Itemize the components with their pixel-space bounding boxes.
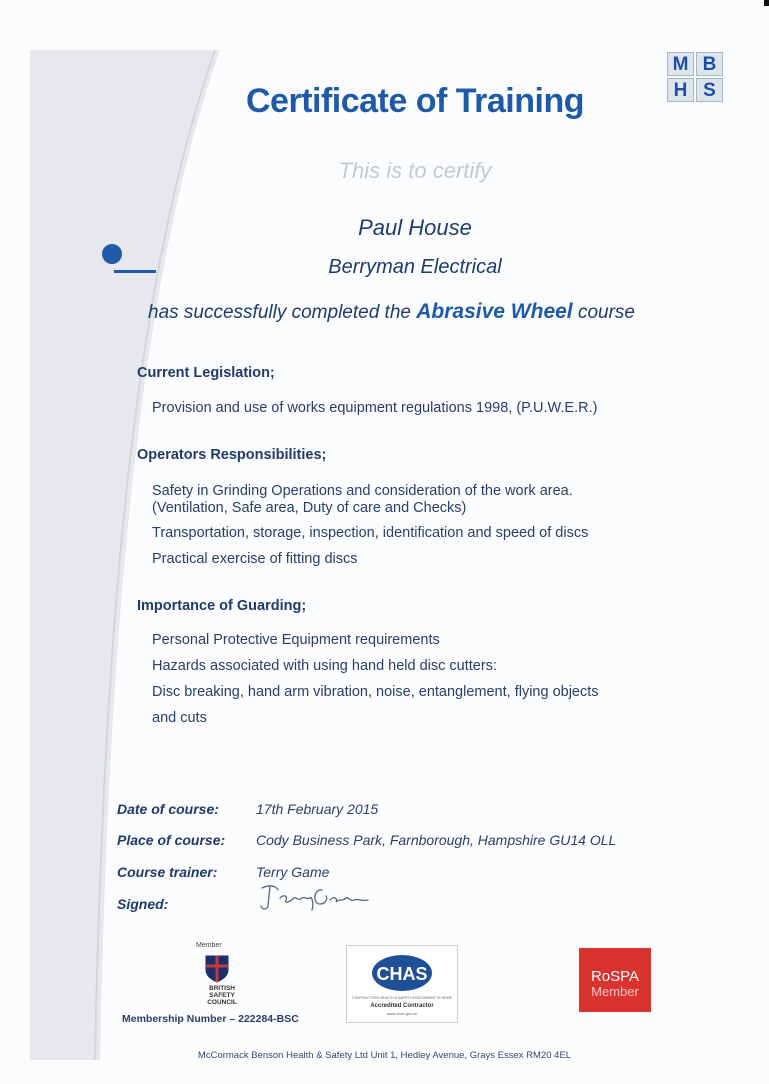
guarding-line: and cuts — [152, 710, 207, 726]
chas-accredited: Accredited Contractor — [370, 1003, 434, 1009]
course-name: Abrasive Wheel — [416, 300, 573, 323]
completion-statement — [148, 300, 635, 324]
logo-letter-b: B — [696, 52, 723, 76]
place-label: Place of course: — [117, 832, 226, 848]
chas-logo-icon — [367, 952, 437, 994]
legislation-line: Provision and use of works equipment regulations 1998, (P.U.W.E.R.) — [152, 400, 598, 416]
completion-suffix: course — [577, 302, 635, 323]
chas-badge — [346, 945, 458, 1023]
trainer-value: Terry Game — [256, 864, 330, 880]
footer-address: McCormack Benson Health & Safety Ltd Unit 1, Hedley Avenue, Grays Essex RM20 4EL — [197, 1050, 572, 1061]
rospa-member-text: Member — [591, 984, 639, 999]
membership-number: Membership Number – 222284-BSC — [122, 1013, 299, 1025]
signed-label: Signed: — [117, 896, 169, 912]
chas-logo-text: CHAS — [376, 964, 428, 984]
responsibility-line: Safety in Grinding Operations and consideration of the work area. — [152, 483, 573, 499]
date-label: Date of course: — [117, 801, 219, 817]
guarding-line: Disc breaking, hand arm vibration, noise, entanglement, flying objects — [152, 684, 599, 700]
logo-letter-s: S — [696, 78, 723, 102]
date-value: 17th February 2015 — [256, 801, 379, 817]
logo-letter-h: H — [667, 78, 694, 102]
recipient-name: Paul House — [358, 215, 472, 240]
place-value: Cody Business Park, Farnborough, Hampshire GU14 OLL — [256, 832, 617, 848]
responsibility-line: (Ventilation, Safe area, Duty of care and Checks) — [152, 500, 467, 516]
section-heading-responsibilities: Operators Responsibilities; — [137, 447, 327, 463]
british-safety-council-badge — [150, 942, 260, 1012]
chas-tagline: CONTRACTORS HEALTH & SAFETY ASSESSMENT SCHEME — [352, 996, 452, 1000]
responsibility-line: Practical exercise of fitting discs — [152, 551, 358, 567]
certify-text: This is to certify — [338, 158, 492, 183]
handwritten-signature — [256, 880, 386, 914]
section-heading-legislation: Current Legislation; — [137, 365, 275, 381]
responsibility-line: Transportation, storage, inspection, identification and speed of discs — [152, 525, 589, 541]
bsc-member-text: Member — [196, 942, 222, 949]
certificate-title: Certificate of Training — [246, 82, 584, 120]
guarding-line: Hazards associated with using hand held disc cutters: — [152, 658, 497, 674]
rospa-name: RoSPA — [590, 968, 640, 985]
chas-url: www.chas.gov.uk — [386, 1011, 418, 1016]
rospa-member-badge — [579, 948, 651, 1012]
section-heading-guarding: Importance of Guarding; — [137, 598, 307, 614]
bsc-name-text: BRITISH SAFETY COUNCIL — [207, 985, 237, 1006]
scan-corner-mark — [764, 0, 769, 6]
completion-prefix: has successfully completed the — [148, 302, 411, 323]
guarding-line: Personal Protective Equipment requirements — [152, 632, 440, 648]
bsc-shield-icon — [204, 954, 230, 984]
trainer-label: Course trainer: — [117, 864, 218, 880]
logo-letter-m: M — [667, 52, 694, 76]
recipient-company: Berryman Electrical — [328, 256, 502, 278]
